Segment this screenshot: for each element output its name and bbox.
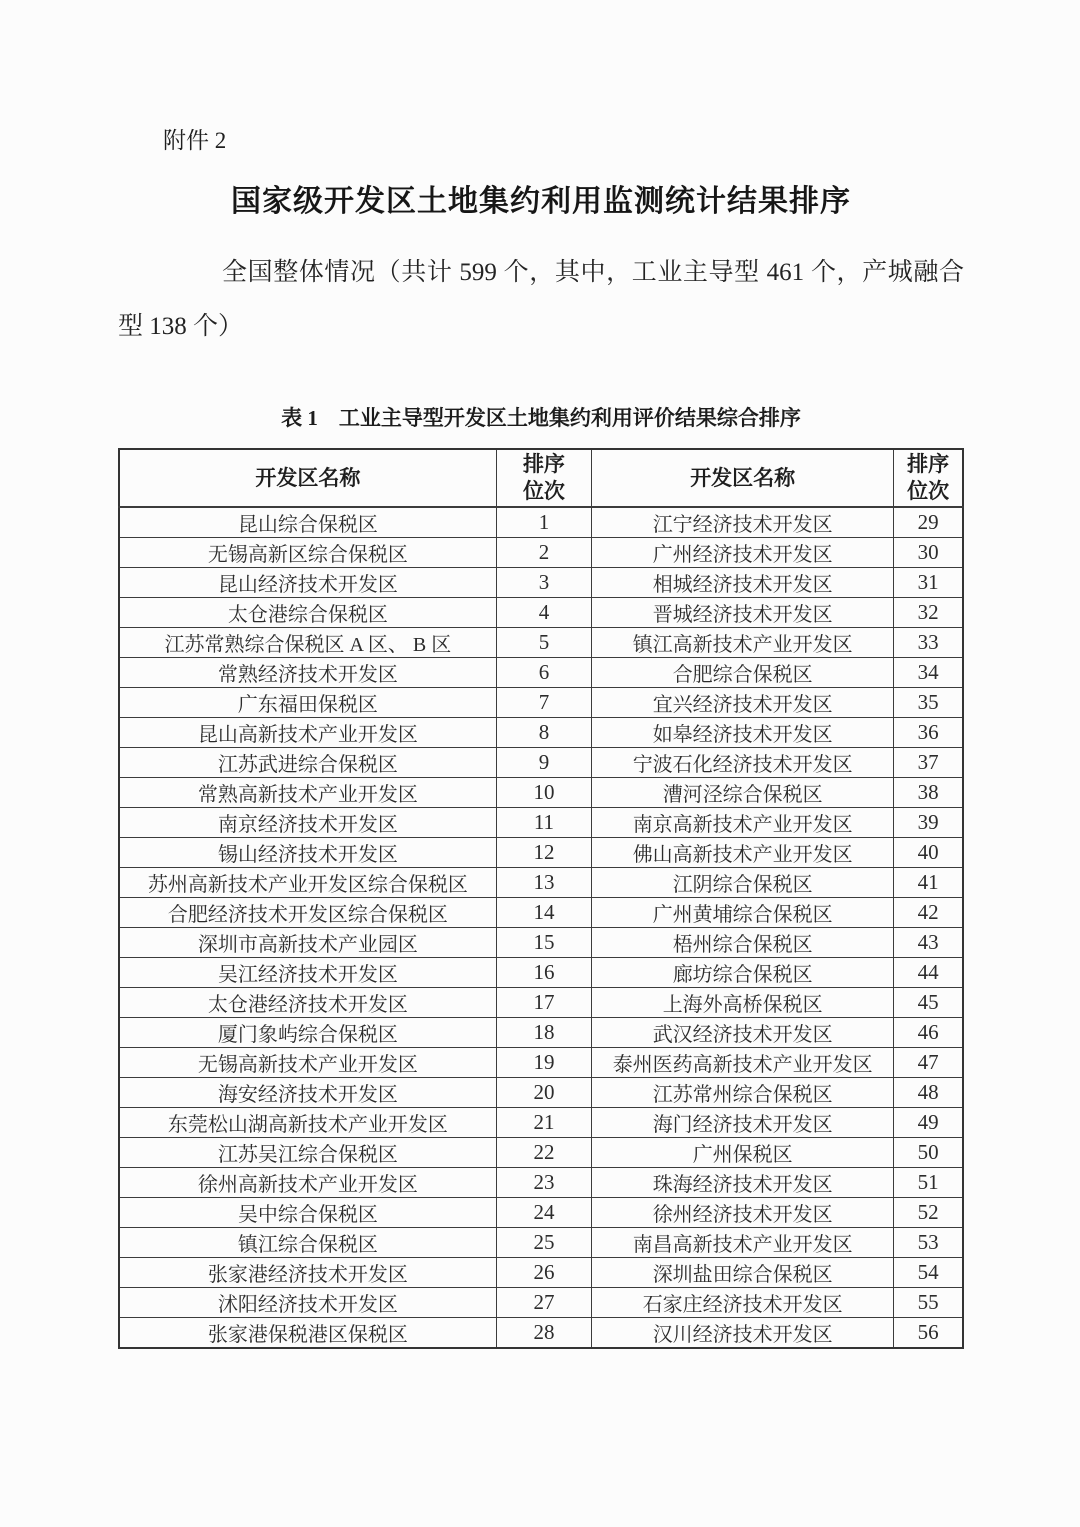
rank-cell: 50 bbox=[894, 1138, 963, 1168]
rank-cell: 32 bbox=[894, 598, 963, 628]
rank-cell: 52 bbox=[894, 1198, 963, 1228]
table-row bbox=[119, 928, 963, 958]
zone-name-cell: 深圳市高新技术产业园区 bbox=[119, 928, 496, 958]
zone-name-cell: 海安经济技术开发区 bbox=[119, 1078, 496, 1108]
rank-cell: 19 bbox=[496, 1048, 591, 1078]
rank-cell: 30 bbox=[894, 538, 963, 568]
zone-name-cell: 佛山高新技术产业开发区 bbox=[592, 838, 894, 868]
rank-cell: 12 bbox=[496, 838, 591, 868]
zone-name-cell: 武汉经济技术开发区 bbox=[592, 1018, 894, 1048]
zone-name-cell: 南京高新技术产业开发区 bbox=[592, 808, 894, 838]
rank-cell: 55 bbox=[894, 1288, 963, 1318]
zone-name-cell: 江苏常熟综合保税区 A 区、 B 区 bbox=[119, 628, 496, 658]
zone-name-cell: 昆山高新技术产业开发区 bbox=[119, 718, 496, 748]
zone-name-cell: 泰州医药高新技术产业开发区 bbox=[592, 1048, 894, 1078]
rank-cell: 22 bbox=[496, 1138, 591, 1168]
rank-cell: 11 bbox=[496, 808, 591, 838]
rank-cell: 48 bbox=[894, 1078, 963, 1108]
rank-cell: 33 bbox=[894, 628, 963, 658]
header-rank-left-label: 排序位次 bbox=[522, 452, 565, 503]
zone-name-cell: 锡山经济技术开发区 bbox=[119, 838, 496, 868]
zone-name-cell: 宁波石化经济技术开发区 bbox=[592, 748, 894, 778]
zone-name-cell: 如皋经济技术开发区 bbox=[592, 718, 894, 748]
table-caption: 表 1 工业主导型开发区土地集约利用评价结果综合排序 bbox=[281, 406, 801, 430]
table-row bbox=[119, 898, 963, 928]
attachment-label: 附件 2 bbox=[163, 128, 227, 153]
rank-cell: 39 bbox=[894, 808, 963, 838]
zone-name-cell: 南京经济技术开发区 bbox=[119, 808, 496, 838]
rank-cell: 40 bbox=[894, 838, 963, 868]
table-row bbox=[119, 1288, 963, 1318]
zone-name-cell: 无锡高新区综合保税区 bbox=[119, 538, 496, 568]
table-row bbox=[119, 808, 963, 838]
zone-name-cell: 沭阳经济技术开发区 bbox=[119, 1288, 496, 1318]
rank-cell: 17 bbox=[496, 988, 591, 1018]
rank-cell: 51 bbox=[894, 1168, 963, 1198]
zone-name-cell: 相城经济技术开发区 bbox=[592, 568, 894, 598]
rank-cell: 28 bbox=[496, 1318, 591, 1349]
zone-name-cell: 梧州综合保税区 bbox=[592, 928, 894, 958]
table-row bbox=[119, 688, 963, 718]
rank-cell: 37 bbox=[894, 748, 963, 778]
table-row bbox=[119, 1048, 963, 1078]
header-rank-right-label: 排序位次 bbox=[907, 452, 950, 503]
rank-cell: 9 bbox=[496, 748, 591, 778]
rank-cell: 16 bbox=[496, 958, 591, 988]
zone-name-cell: 镇江综合保税区 bbox=[119, 1228, 496, 1258]
rank-cell: 21 bbox=[496, 1108, 591, 1138]
rank-cell: 20 bbox=[496, 1078, 591, 1108]
page-title: 国家级开发区土地集约利用监测统计结果排序 bbox=[231, 185, 851, 218]
rank-cell: 49 bbox=[894, 1108, 963, 1138]
table-row bbox=[119, 658, 963, 688]
zone-name-cell: 厦门象屿综合保税区 bbox=[119, 1018, 496, 1048]
table-row bbox=[119, 838, 963, 868]
table-row bbox=[119, 1168, 963, 1198]
table-row bbox=[119, 598, 963, 628]
zone-name-cell: 张家港经济技术开发区 bbox=[119, 1258, 496, 1288]
table-row bbox=[119, 1078, 963, 1108]
rank-cell: 54 bbox=[894, 1258, 963, 1288]
rank-cell: 14 bbox=[496, 898, 591, 928]
zone-name-cell: 江宁经济技术开发区 bbox=[592, 507, 894, 538]
zone-name-cell: 合肥综合保税区 bbox=[592, 658, 894, 688]
rank-cell: 10 bbox=[496, 778, 591, 808]
zone-name-cell: 珠海经济技术开发区 bbox=[592, 1168, 894, 1198]
rank-cell: 35 bbox=[894, 688, 963, 718]
header-rank-left bbox=[496, 449, 591, 507]
zone-name-cell: 合肥经济技术开发区综合保税区 bbox=[119, 898, 496, 928]
table-row bbox=[119, 958, 963, 988]
ranking-table-body bbox=[119, 507, 963, 1348]
rank-cell: 43 bbox=[894, 928, 963, 958]
rank-cell: 47 bbox=[894, 1048, 963, 1078]
zone-name-cell: 无锡高新技术产业开发区 bbox=[119, 1048, 496, 1078]
rank-cell: 42 bbox=[894, 898, 963, 928]
rank-cell: 6 bbox=[496, 658, 591, 688]
zone-name-cell: 广州黄埔综合保税区 bbox=[592, 898, 894, 928]
zone-name-cell: 太仓港综合保税区 bbox=[119, 598, 496, 628]
zone-name-cell: 昆山综合保税区 bbox=[119, 507, 496, 538]
rank-cell: 2 bbox=[496, 538, 591, 568]
rank-cell: 53 bbox=[894, 1228, 963, 1258]
rank-cell: 1 bbox=[496, 507, 591, 538]
rank-cell: 27 bbox=[496, 1288, 591, 1318]
rank-cell: 4 bbox=[496, 598, 591, 628]
table-row bbox=[119, 868, 963, 898]
zone-name-cell: 常熟经济技术开发区 bbox=[119, 658, 496, 688]
rank-cell: 8 bbox=[496, 718, 591, 748]
table-row bbox=[119, 778, 963, 808]
table-row bbox=[119, 568, 963, 598]
header-zone-name-left-label: 开发区名称 bbox=[255, 465, 361, 490]
table-row bbox=[119, 628, 963, 658]
zone-name-cell: 徐州高新技术产业开发区 bbox=[119, 1168, 496, 1198]
zone-name-cell: 吴江经济技术开发区 bbox=[119, 958, 496, 988]
rank-cell: 44 bbox=[894, 958, 963, 988]
rank-cell: 3 bbox=[496, 568, 591, 598]
zone-name-cell: 广州保税区 bbox=[592, 1138, 894, 1168]
rank-cell: 5 bbox=[496, 628, 591, 658]
table-row bbox=[119, 1138, 963, 1168]
zone-name-cell: 广州经济技术开发区 bbox=[592, 538, 894, 568]
intro-paragraph: 全国整体情况（共计 599 个，其中，工业主导型 461 个，产城融合型 138 个） bbox=[118, 259, 964, 340]
rank-cell: 7 bbox=[496, 688, 591, 718]
header-zone-name-right-label: 开发区名称 bbox=[690, 465, 796, 490]
table-row bbox=[119, 1258, 963, 1288]
rank-cell: 38 bbox=[894, 778, 963, 808]
rank-cell: 56 bbox=[894, 1318, 963, 1349]
zone-name-cell: 海门经济技术开发区 bbox=[592, 1108, 894, 1138]
rank-cell: 45 bbox=[894, 988, 963, 1018]
header-rank-right bbox=[894, 449, 963, 507]
zone-name-cell: 广东福田保税区 bbox=[119, 688, 496, 718]
rank-cell: 29 bbox=[894, 507, 963, 538]
zone-name-cell: 漕河泾综合保税区 bbox=[592, 778, 894, 808]
header-zone-name-left bbox=[119, 449, 496, 507]
zone-name-cell: 江阴综合保税区 bbox=[592, 868, 894, 898]
zone-name-cell: 江苏武进综合保税区 bbox=[119, 748, 496, 778]
rank-cell: 13 bbox=[496, 868, 591, 898]
zone-name-cell: 张家港保税港区保税区 bbox=[119, 1318, 496, 1349]
zone-name-cell: 徐州经济技术开发区 bbox=[592, 1198, 894, 1228]
zone-name-cell: 宜兴经济技术开发区 bbox=[592, 688, 894, 718]
zone-name-cell: 江苏常州综合保税区 bbox=[592, 1078, 894, 1108]
rank-cell: 24 bbox=[496, 1198, 591, 1228]
header-zone-name-right bbox=[592, 449, 894, 507]
zone-name-cell: 南昌高新技术产业开发区 bbox=[592, 1228, 894, 1258]
zone-name-cell: 昆山经济技术开发区 bbox=[119, 568, 496, 598]
zone-name-cell: 东莞松山湖高新技术产业开发区 bbox=[119, 1108, 496, 1138]
rank-cell: 26 bbox=[496, 1258, 591, 1288]
table-row bbox=[119, 538, 963, 568]
zone-name-cell: 汉川经济技术开发区 bbox=[592, 1318, 894, 1349]
zone-name-cell: 苏州高新技术产业开发区综合保税区 bbox=[119, 868, 496, 898]
table-row bbox=[119, 507, 963, 538]
zone-name-cell: 深圳盐田综合保税区 bbox=[592, 1258, 894, 1288]
rank-cell: 23 bbox=[496, 1168, 591, 1198]
table-row bbox=[119, 718, 963, 748]
zone-name-cell: 吴中综合保税区 bbox=[119, 1198, 496, 1228]
zone-name-cell: 晋城经济技术开发区 bbox=[592, 598, 894, 628]
table-row bbox=[119, 1018, 963, 1048]
ranking-table bbox=[118, 448, 964, 1349]
rank-cell: 36 bbox=[894, 718, 963, 748]
rank-cell: 31 bbox=[894, 568, 963, 598]
rank-cell: 34 bbox=[894, 658, 963, 688]
rank-cell: 25 bbox=[496, 1228, 591, 1258]
zone-name-cell: 常熟高新技术产业开发区 bbox=[119, 778, 496, 808]
table-header-row bbox=[119, 449, 963, 507]
rank-cell: 46 bbox=[894, 1018, 963, 1048]
zone-name-cell: 石家庄经济技术开发区 bbox=[592, 1288, 894, 1318]
zone-name-cell: 廊坊综合保税区 bbox=[592, 958, 894, 988]
table-row bbox=[119, 1228, 963, 1258]
rank-cell: 15 bbox=[496, 928, 591, 958]
table-row bbox=[119, 1318, 963, 1349]
table-row bbox=[119, 1108, 963, 1138]
rank-cell: 18 bbox=[496, 1018, 591, 1048]
zone-name-cell: 太仓港经济技术开发区 bbox=[119, 988, 496, 1018]
table-row bbox=[119, 988, 963, 1018]
table-row bbox=[119, 1198, 963, 1228]
table-row bbox=[119, 748, 963, 778]
zone-name-cell: 江苏吴江综合保税区 bbox=[119, 1138, 496, 1168]
zone-name-cell: 上海外高桥保税区 bbox=[592, 988, 894, 1018]
zone-name-cell: 镇江高新技术产业开发区 bbox=[592, 628, 894, 658]
rank-cell: 41 bbox=[894, 868, 963, 898]
